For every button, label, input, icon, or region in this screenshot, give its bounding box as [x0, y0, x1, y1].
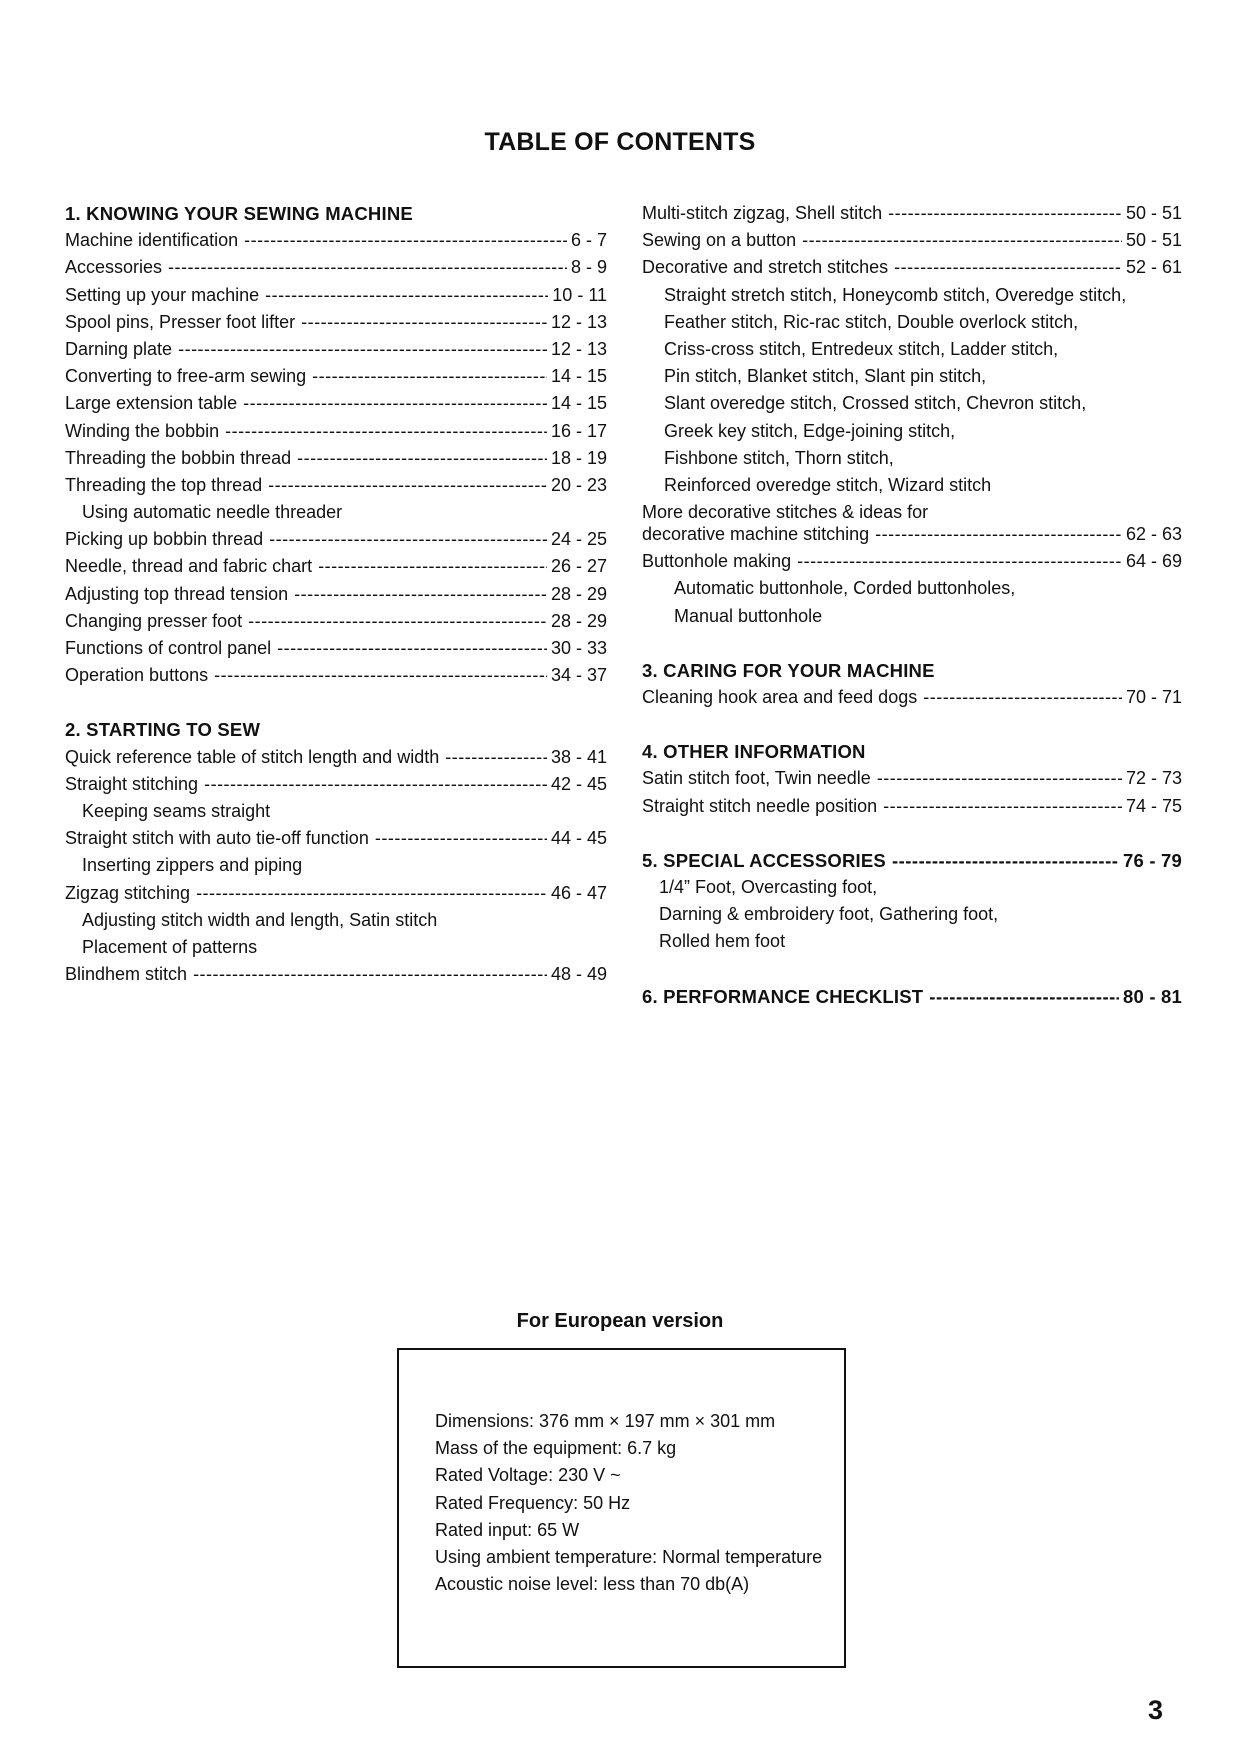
toc-entry-pages: 10 - 11 — [552, 284, 607, 305]
toc-entry-pages: 30 - 33 — [550, 638, 607, 658]
toc-subentry: Rolled hem foot — [659, 931, 786, 952]
toc-entry-label: Threading the top thread — [65, 474, 263, 495]
european-version-title: For European version — [516, 1310, 724, 1332]
toc-entry-label: Straight stitching — [65, 773, 199, 794]
toc-entry-pages: 24 - 25 — [550, 529, 607, 550]
dot-leader — [294, 581, 547, 608]
dot-leader — [225, 418, 547, 445]
toc-entry-label: Buttonhole making — [642, 551, 792, 572]
toc-entry-pages: 70 - 71 — [1125, 687, 1182, 707]
dot-leader — [301, 309, 547, 336]
toc-entry-pages: 6 - 7 — [570, 230, 607, 251]
toc-entry-label: Multi-stitch zigzag, Shell stitch — [642, 203, 883, 223]
toc-entry-pages: 42 - 45 — [550, 773, 607, 794]
toc-entry-label: 5. SPECIAL ACCESSORIES — [642, 849, 886, 871]
toc-subentry: Darning & embroidery foot, Gathering foot, — [659, 904, 999, 925]
toc-entry-pages: 14 - 15 — [550, 393, 607, 414]
toc-entry — [642, 227, 1182, 254]
dot-leader — [277, 635, 547, 662]
toc-entry-label: Blindhem stitch — [65, 964, 188, 985]
toc-subentry: Criss-cross stitch, Entredeux stitch, Ladder stitch, — [664, 338, 1059, 359]
toc-entry — [642, 200, 1182, 227]
toc-subentry: Adjusting stitch width and length, Satin stitch — [82, 909, 438, 930]
toc-entry — [65, 581, 607, 608]
section-heading: 4. OTHER INFORMATION — [642, 741, 866, 763]
toc-entry-label: Converting to free-arm sewing — [65, 366, 307, 387]
toc-entry-pages: 8 - 9 — [570, 257, 607, 278]
toc-entry-label: Large extension table — [65, 393, 238, 414]
toc-entry-pages: 76 - 79 — [1123, 849, 1182, 871]
section-heading: 3. CARING FOR YOUR MACHINE — [642, 659, 935, 681]
toc-subentry: Manual buttonhole — [674, 605, 823, 626]
toc-subentry: Fishbone stitch, Thorn stitch, — [664, 447, 894, 468]
toc-entry-pages: 44 - 45 — [550, 828, 607, 849]
toc-subentry: Pin stitch, Blanket stitch, Slant pin stitch, — [664, 366, 987, 387]
spec-line: Rated Frequency: 50 Hz — [435, 1492, 631, 1513]
toc-entry — [642, 765, 1182, 792]
dot-leader — [923, 684, 1122, 711]
dot-leader — [445, 744, 547, 771]
toc-entry-label: decorative machine stitching — [642, 524, 870, 545]
toc-entry-pages: 52 - 61 — [1125, 257, 1182, 278]
toc-entry-pages: 14 - 15 — [550, 366, 607, 387]
dot-leader — [244, 227, 567, 254]
toc-entry — [65, 336, 607, 363]
section-heading: 2. STARTING TO SEW — [65, 719, 261, 741]
toc-entry-pages: 46 - 47 — [550, 882, 607, 903]
toc-subentry: Reinforced overedge stitch, Wizard stitch — [664, 474, 992, 495]
toc-subentry: Placement of patterns — [82, 936, 258, 957]
spec-line: Dimensions: 376 mm × 197 mm × 301 mm — [435, 1411, 776, 1431]
toc-entry — [65, 227, 607, 254]
dot-leader — [268, 472, 547, 499]
toc-subentry: Automatic buttonhole, Corded buttonholes, — [674, 578, 1016, 599]
toc-entry-pages: 20 - 23 — [550, 474, 607, 495]
toc-entry-label: Setting up your machine — [65, 284, 260, 305]
toc-entry-label: Darning plate — [65, 338, 173, 359]
toc-entry-label: Machine identification — [65, 230, 239, 251]
toc-entry — [65, 390, 607, 417]
toc-entry-pages: 28 - 29 — [550, 583, 607, 604]
dot-leader — [892, 847, 1119, 874]
toc-entry-pages: 62 - 63 — [1125, 524, 1182, 545]
toc-entry-label: Adjusting top thread tension — [65, 583, 289, 604]
toc-entry — [642, 684, 1182, 711]
dot-leader — [204, 771, 547, 798]
dot-leader — [265, 282, 548, 309]
toc-left-column — [65, 200, 607, 988]
toc-entry — [65, 309, 607, 336]
toc-entry — [65, 418, 607, 445]
toc-right-column — [642, 200, 1182, 1010]
toc-entry — [65, 880, 607, 907]
toc-entry — [65, 282, 607, 309]
toc-entry-pages: 12 - 13 — [550, 311, 607, 332]
dot-leader — [929, 983, 1119, 1010]
dot-leader — [168, 254, 567, 281]
toc-entry — [65, 472, 607, 499]
dot-leader — [318, 553, 547, 580]
toc-entry-label: Threading the bobbin thread — [65, 447, 292, 468]
dot-leader — [875, 521, 1122, 548]
spec-line: Rated Voltage: 230 V ~ — [435, 1465, 621, 1486]
toc-entry-label: Spool pins, Presser foot lifter — [65, 311, 296, 332]
toc-subentry: Feather stitch, Ric-rac stitch, Double overlock stitch, — [664, 311, 1079, 332]
dot-leader — [214, 662, 547, 689]
dot-leader — [243, 390, 547, 417]
toc-entry-label: Changing presser foot — [65, 610, 243, 631]
dot-leader — [797, 548, 1122, 575]
section-heading-entry — [642, 983, 1182, 1010]
toc-entry-pages: 48 - 49 — [550, 964, 607, 985]
toc-entry-pages: 12 - 13 — [550, 338, 607, 359]
toc-subentry: More decorative stitches & ideas for — [642, 502, 929, 523]
dot-leader — [178, 336, 547, 363]
dot-leader — [269, 526, 547, 553]
toc-entry-label: Quick reference table of stitch length and width — [65, 746, 440, 767]
toc-entry — [65, 553, 607, 580]
toc-entry — [65, 825, 607, 852]
toc-entry-label: Operation buttons — [65, 665, 209, 686]
toc-entry-label: Straight stitch with auto tie-off function — [65, 828, 369, 849]
toc-entry — [65, 254, 607, 281]
european-spec-box — [397, 1348, 846, 1668]
toc-entry-pages: 26 - 27 — [550, 556, 607, 577]
page-title: TABLE OF CONTENTS — [484, 128, 756, 156]
spec-line: Acoustic noise level: less than 70 db(A) — [435, 1574, 750, 1595]
toc-entry-pages: 80 - 81 — [1123, 985, 1182, 1007]
toc-entry-label: Straight stitch needle position — [642, 795, 878, 816]
section-heading-entry — [642, 847, 1182, 874]
toc-entry — [65, 635, 607, 662]
toc-entry — [65, 771, 607, 798]
toc-entry-label: Functions of control panel — [65, 638, 272, 658]
toc-entry-pages: 38 - 41 — [550, 746, 607, 767]
toc-entry — [65, 744, 607, 771]
toc-entry-label: Zigzag stitching — [65, 882, 191, 903]
toc-entry — [642, 521, 1182, 548]
toc-entry-label: Accessories — [65, 257, 163, 278]
spec-line: Rated input: 65 W — [435, 1519, 580, 1540]
dot-leader — [312, 363, 547, 390]
dot-leader — [193, 961, 547, 988]
toc-entry-pages: 50 - 51 — [1125, 203, 1182, 223]
dot-leader — [877, 765, 1122, 792]
toc-subentry: Straight stretch stitch, Honeycomb stitch, Overedge stitch, — [664, 284, 1127, 305]
toc-subentry: Keeping seams straight — [82, 800, 271, 821]
toc-entry-label: Decorative and stretch stitches — [642, 257, 889, 278]
dot-leader — [248, 608, 547, 635]
toc-entry-label: Picking up bobbin thread — [65, 529, 264, 550]
toc-entry-label: Cleaning hook area and feed dogs — [642, 687, 918, 707]
toc-entry-label: Needle, thread and fabric chart — [65, 556, 313, 577]
dot-leader — [196, 880, 547, 907]
toc-entry-label: Satin stitch foot, Twin needle — [642, 768, 871, 789]
toc-entry-pages: 28 - 29 — [550, 610, 607, 631]
toc-entry — [65, 662, 607, 689]
toc-subentry: 1/4” Foot, Overcasting foot, — [659, 876, 878, 897]
toc-entry-pages: 16 - 17 — [550, 420, 607, 441]
toc-entry-pages: 64 - 69 — [1125, 551, 1182, 572]
toc-entry — [642, 793, 1182, 820]
toc-subentry: Using automatic needle threader — [82, 502, 343, 523]
dot-leader — [297, 445, 547, 472]
spec-list — [435, 1408, 822, 1598]
toc-entry-label: 6. PERFORMANCE CHECKLIST — [642, 985, 924, 1007]
toc-entry-label: Sewing on a button — [642, 230, 797, 251]
dot-leader — [894, 254, 1122, 281]
spec-line: Using ambient temperature: Normal temperature — [435, 1546, 823, 1567]
toc-entry — [65, 526, 607, 553]
toc-entry-pages: 50 - 51 — [1125, 230, 1182, 251]
section-heading: 1. KNOWING YOUR SEWING MACHINE — [65, 203, 413, 224]
toc-subentry: Inserting zippers and piping — [82, 855, 303, 876]
dot-leader — [375, 825, 547, 852]
dot-leader — [888, 200, 1122, 227]
toc-entry-label: Winding the bobbin — [65, 420, 220, 441]
toc-entry-pages: 72 - 73 — [1125, 768, 1182, 789]
toc-entry — [65, 445, 607, 472]
toc-entry — [642, 548, 1182, 575]
dot-leader — [802, 227, 1122, 254]
dot-leader — [883, 793, 1122, 820]
toc-entry-pages: 18 - 19 — [550, 447, 607, 468]
toc-entry — [65, 608, 607, 635]
toc-entry-pages: 34 - 37 — [550, 665, 607, 686]
toc-subentry: Slant overedge stitch, Crossed stitch, Chevron stitch, — [664, 393, 1087, 414]
toc-subentry: Greek key stitch, Edge-joining stitch, — [664, 420, 956, 441]
spec-line: Mass of the equipment: 6.7 kg — [435, 1438, 677, 1459]
toc-entry — [65, 961, 607, 988]
toc-entry — [65, 363, 607, 390]
toc-entry — [642, 254, 1182, 281]
toc-entry-pages: 74 - 75 — [1125, 795, 1182, 816]
page-number: 3 — [1148, 1695, 1164, 1725]
